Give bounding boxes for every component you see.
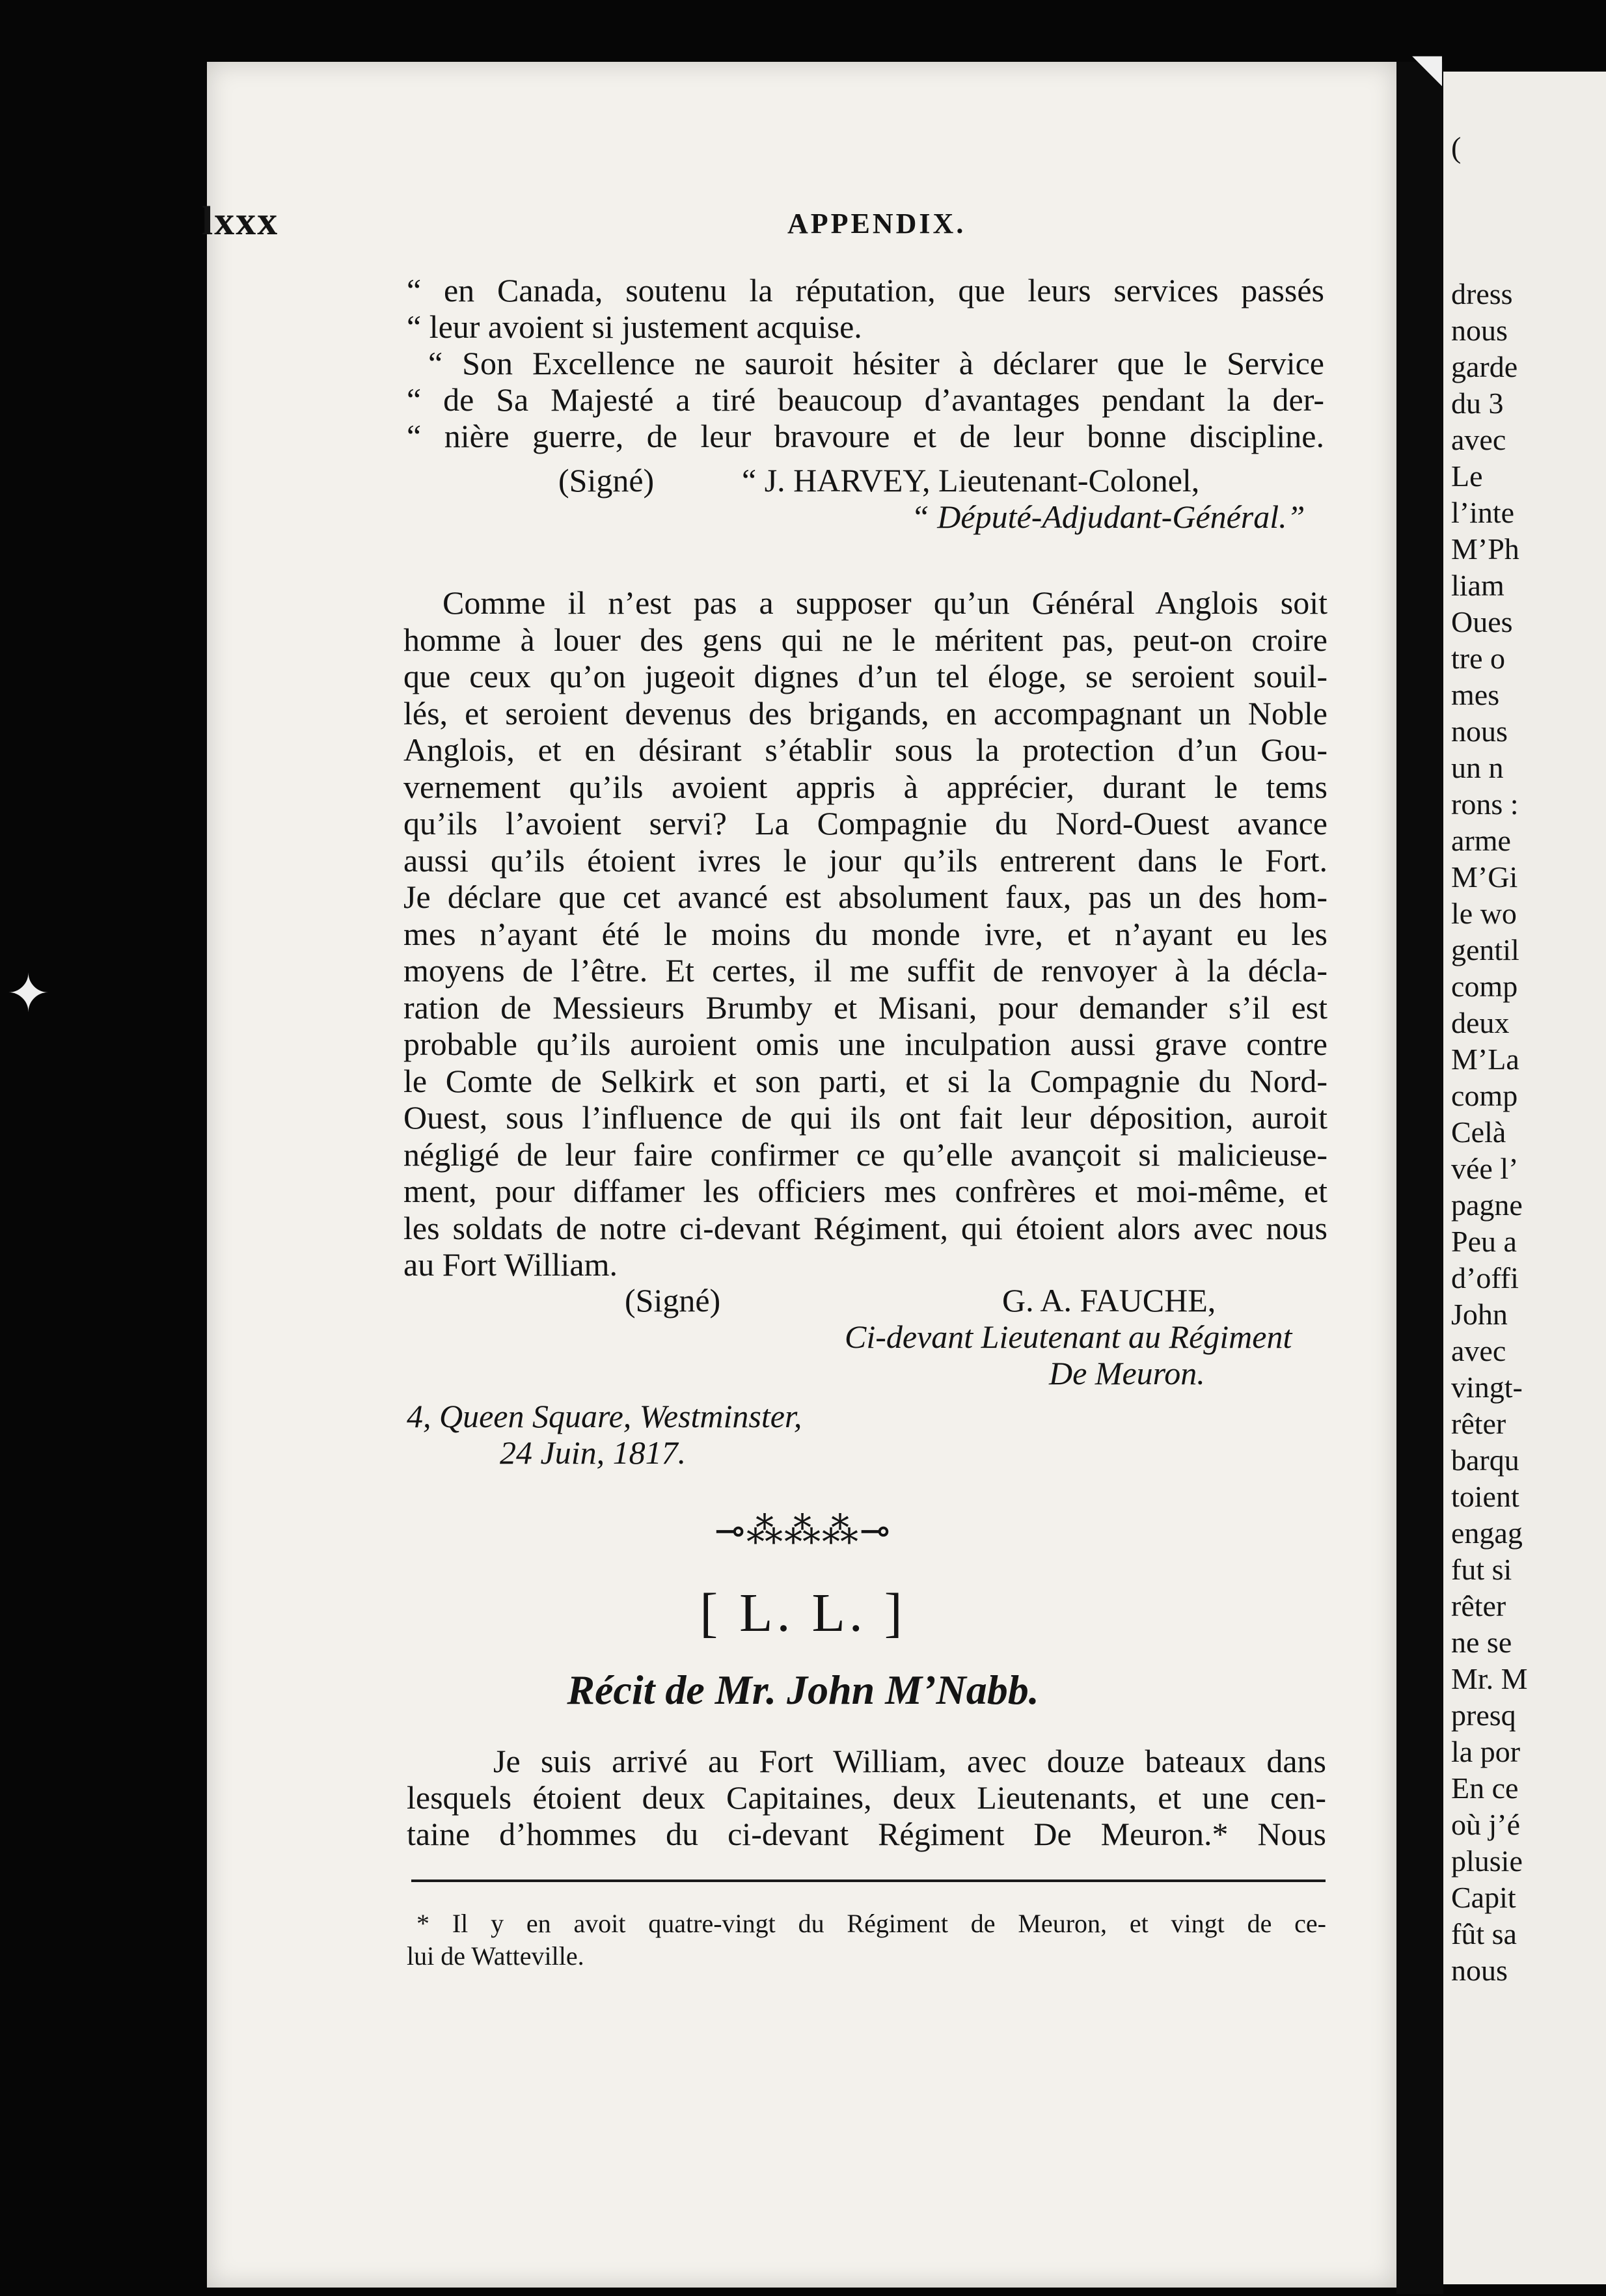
facing-page-text: pagne [1451, 1188, 1523, 1222]
quote-line: “ de Sa Majesté a tiré beaucoup d’avantages pendant la der- [407, 381, 1324, 418]
facing-page-text: deux [1451, 1006, 1510, 1039]
facing-page-text: fut si [1451, 1553, 1512, 1586]
facing-page-text: le wo [1451, 897, 1517, 930]
recit-line: taine d’hommes du ci-devant Régiment De Meuron.* Nous [407, 1816, 1326, 1852]
section-label: [ L. L. ] [700, 1583, 906, 1643]
facing-page-text: d’offi [1451, 1261, 1519, 1294]
facing-page-text: gentil [1451, 933, 1519, 966]
facing-page-text: la por [1451, 1735, 1521, 1768]
signature-title: Ci-devant Lieutenant au Régiment [845, 1319, 1292, 1355]
facing-page-text: liam [1451, 569, 1504, 602]
body-line: lés, et seroient devenus des brigands, en accompagnant un Noble [403, 695, 1327, 731]
body-line: qu’ils l’avoient servi? La Compagnie du Nord-Ouest avance [403, 805, 1327, 841]
signature-title: “ Député-Adjudant-Général.” [911, 499, 1305, 535]
recit-line: Je suis arrivé au Fort William, avec douze bateaux dans [493, 1743, 1326, 1779]
signe-label: (Signé) [625, 1282, 721, 1319]
facing-page-text: tre o [1451, 642, 1506, 675]
body-line: ment, pour diffamer les officiers mes confrères et moi-même, et [403, 1173, 1327, 1209]
facing-page-text: Celà [1451, 1115, 1506, 1149]
facing-page-text: comp [1451, 970, 1518, 1003]
body-line: négligé de leur faire confirmer ce qu’elle avançoit si malicieuse- [403, 1136, 1327, 1173]
signature-title: De Meuron. [1049, 1355, 1205, 1391]
footnote-line: * Il y en avoit quatre-vingt du Régiment de Meuron, et vingt de ce- [416, 1909, 1326, 1938]
facing-page-text: où j’é [1451, 1808, 1521, 1841]
address-line: 4, Queen Square, Westminster, [407, 1398, 802, 1434]
page-gutter [1396, 62, 1443, 2294]
facing-page-text: toient [1451, 1480, 1519, 1513]
body-line: les soldats de notre ci-devant Régiment, qui étoient alors avec nous [403, 1210, 1327, 1246]
facing-page-text: vée l’ [1451, 1152, 1519, 1185]
facing-page-text: ( [1451, 131, 1462, 164]
facing-page-text: un n [1451, 751, 1504, 784]
facing-page-text: nous [1451, 314, 1508, 347]
facing-page-text: vingt- [1451, 1371, 1523, 1404]
signe-label: (Signé) [558, 462, 655, 499]
body-line: vernement qu’ils avoient appris à apprécier, durant le tems [403, 769, 1327, 805]
scan-artifact: ◥ [1412, 47, 1443, 90]
facing-page-text: mes [1451, 678, 1500, 711]
facing-page-text: l’inte [1451, 496, 1515, 529]
date-line: 24 Juin, 1817. [500, 1434, 687, 1471]
facing-page-text: dress [1451, 277, 1513, 310]
facing-page-text: John [1451, 1298, 1508, 1331]
facing-page-text: En ce [1451, 1771, 1519, 1805]
footnote-line: lui de Watteville. [407, 1941, 584, 1971]
quote-line: “ Son Excellence ne sauroit hésiter à déclarer que le Service [428, 345, 1324, 381]
page-number: lxxx [202, 199, 279, 243]
facing-page-text: rons : [1451, 787, 1519, 821]
body-line: que ceux qu’on jugeoit dignes d’un tel éloge, se seroient souil- [403, 658, 1327, 694]
facing-page-text: plusie [1451, 1844, 1523, 1878]
facing-page-text: Mr. M [1451, 1662, 1528, 1695]
facing-page-text: arme [1451, 824, 1511, 857]
facing-page-fragment [1443, 72, 1606, 2284]
facing-page-text: avec [1451, 423, 1506, 456]
signature-name: “ J. HARVEY, Lieutenant-Colonel, [742, 462, 1200, 499]
facing-page-text: du 3 [1451, 387, 1504, 420]
running-head: APPENDIX. [787, 208, 966, 239]
facing-page-text: Peu a [1451, 1225, 1517, 1258]
body-line: Comme il n’est pas a supposer qu’un Général Anglois soit [442, 584, 1327, 621]
body-line: mes n’ayant été le moins du monde ivre, et n’ayant eu les [403, 916, 1327, 952]
facing-page-text: nous [1451, 715, 1508, 748]
body-line: au Fort William. [403, 1246, 618, 1283]
facing-page-text: garde [1451, 350, 1518, 383]
signature-name: G. A. FAUCHE, [1002, 1282, 1216, 1319]
footnote-rule [411, 1879, 1326, 1882]
section-title: Récit de Mr. John M’Nabb. [567, 1667, 1039, 1713]
facing-page-text: nous [1451, 1954, 1508, 1987]
facing-page-text: comp [1451, 1079, 1518, 1112]
facing-page-text: fût sa [1451, 1917, 1517, 1950]
body-line: Anglois, et en désirant s’établir sous la protection d’un Gou- [403, 731, 1327, 768]
facing-page-text: avec [1451, 1334, 1506, 1367]
facing-page-text: Oues [1451, 605, 1513, 638]
body-line: moyens de l’être. Et certes, il me suffit de renvoyer à la décla- [403, 952, 1327, 989]
ornament-divider: ⊸⁂⁂⁂⊸ [715, 1511, 891, 1551]
facing-page-text: presq [1451, 1699, 1516, 1732]
body-line: ration de Messieurs Brumby et Misani, pour demander s’il est [403, 989, 1327, 1026]
facing-page-text: Capit [1451, 1881, 1516, 1914]
facing-page-text: rêter [1451, 1589, 1506, 1622]
body-line: Je déclare que cet avancé est absolument faux, pas un des hom- [403, 879, 1327, 915]
facing-page-text: ne se [1451, 1626, 1512, 1659]
body-line: aussi qu’ils étoient ivres le jour qu’ils entrerent dans le Fort. [403, 842, 1327, 879]
facing-page-text: engag [1451, 1516, 1523, 1550]
body-line: probable qu’ils auroient omis une inculpation aussi grave contre [403, 1026, 1327, 1062]
recit-line: lesquels étoient deux Capitaines, deux Lieutenants, et une cen- [407, 1779, 1326, 1816]
quote-line: “ en Canada, soutenu la réputation, que leurs services passés [407, 272, 1324, 308]
facing-page-text: M’Gi [1451, 860, 1518, 894]
facing-page-text: Le [1451, 459, 1483, 493]
quote-line: “ nière guerre, de leur bravoure et de leur bonne discipline. [407, 418, 1324, 454]
body-line: Ouest, sous l’influence de qui ils ont fait leur déposition, auroit [403, 1099, 1327, 1136]
facing-page-text: M’La [1451, 1043, 1519, 1076]
scan-artifact: ✦ [7, 966, 51, 1023]
facing-page-text: rêter [1451, 1407, 1506, 1440]
facing-page-text: barqu [1451, 1443, 1519, 1477]
body-line: homme à louer des gens qui ne le méritent pas, peut-on croire [403, 622, 1327, 658]
quote-line: “ leur avoient si justement acquise. [407, 308, 862, 345]
body-line: le Comte de Selkirk et son parti, et si la Compagnie du Nord- [403, 1063, 1327, 1099]
facing-page-text: M’Ph [1451, 532, 1519, 566]
